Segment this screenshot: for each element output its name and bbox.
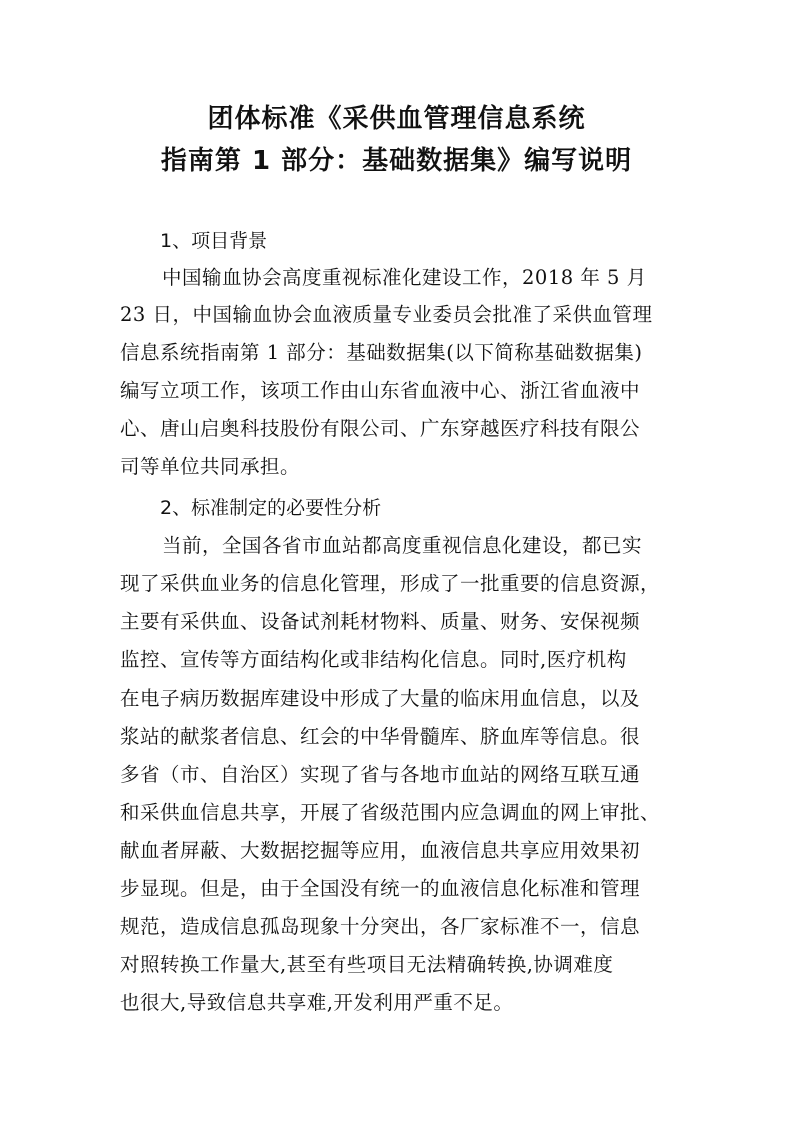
document-title-line-1: 团体标准《采供血管理信息系统 [207, 104, 586, 134]
paragraph-line: 也很大,导致信息共享难,开发利用严重不足。 [120, 991, 514, 1014]
section-heading-background: 1、项目背景 [160, 230, 268, 252]
paragraph-line: 信息系统指南第 1 部分：基础数据集(以下简称基础数据集) [120, 341, 643, 364]
paragraph-line: 监控、宣传等方面结构化或非结构化信息。同时,医疗机构 [120, 648, 627, 671]
paragraph-line: 多省（市、自治区）实现了省与各地市血站的网络互联互通 [120, 763, 641, 786]
document-title-line-2: 指南第 1 部分：基础数据集》编写说明 [160, 146, 633, 176]
paragraph-line: 中国输血协会高度重视标准化建设工作，2018 年 5 月 [162, 266, 647, 289]
paragraph-line: 浆站的献浆者信息、红会的中华骨髓库、脐血库等信息。很 [120, 725, 641, 748]
paragraph-line: 编写立项工作，该项工作由山东省血液中心、浙江省血液中 [120, 379, 641, 402]
paragraph-line: 在电子病历数据库建设中形成了大量的临床用血信息，以及 [120, 687, 641, 710]
paragraph-line: 司等单位共同承担。 [120, 455, 301, 478]
paragraph-line: 当前，全国各省市血站都高度重视信息化建设，都已实 [162, 534, 643, 557]
paragraph-line: 心、唐山启奥科技股份有限公司、广东穿越医疗科技有限公 [120, 417, 641, 440]
section-heading-necessity: 2、标准制定的必要性分析 [160, 497, 382, 519]
paragraph-line: 规范，造成信息孤岛现象十分突出，各厂家标准不一，信息 [120, 915, 641, 938]
paragraph-line: 现了采供血业务的信息化管理，形成了一批重要的信息资源， [120, 572, 661, 595]
paragraph-line: 23 日，中国输血协会血液质量专业委员会批准了采供血管理 [120, 303, 653, 326]
paragraph-line: 献血者屏蔽、大数据挖掘等应用，血液信息共享应用效果初 [120, 839, 641, 862]
paragraph-line: 对照转换工作量大,甚至有些项目无法精确转换,协调难度 [120, 953, 614, 976]
paragraph-line: 步显现。但是，由于全国没有统一的血液信息化标准和管理 [120, 877, 641, 900]
paragraph-line: 和采供血信息共享，开展了省级范围内应急调血的网上审批、 [120, 801, 661, 824]
paragraph-line: 主要有采供血、设备试剂耗材物料、质量、财务、安保视频 [120, 610, 641, 633]
